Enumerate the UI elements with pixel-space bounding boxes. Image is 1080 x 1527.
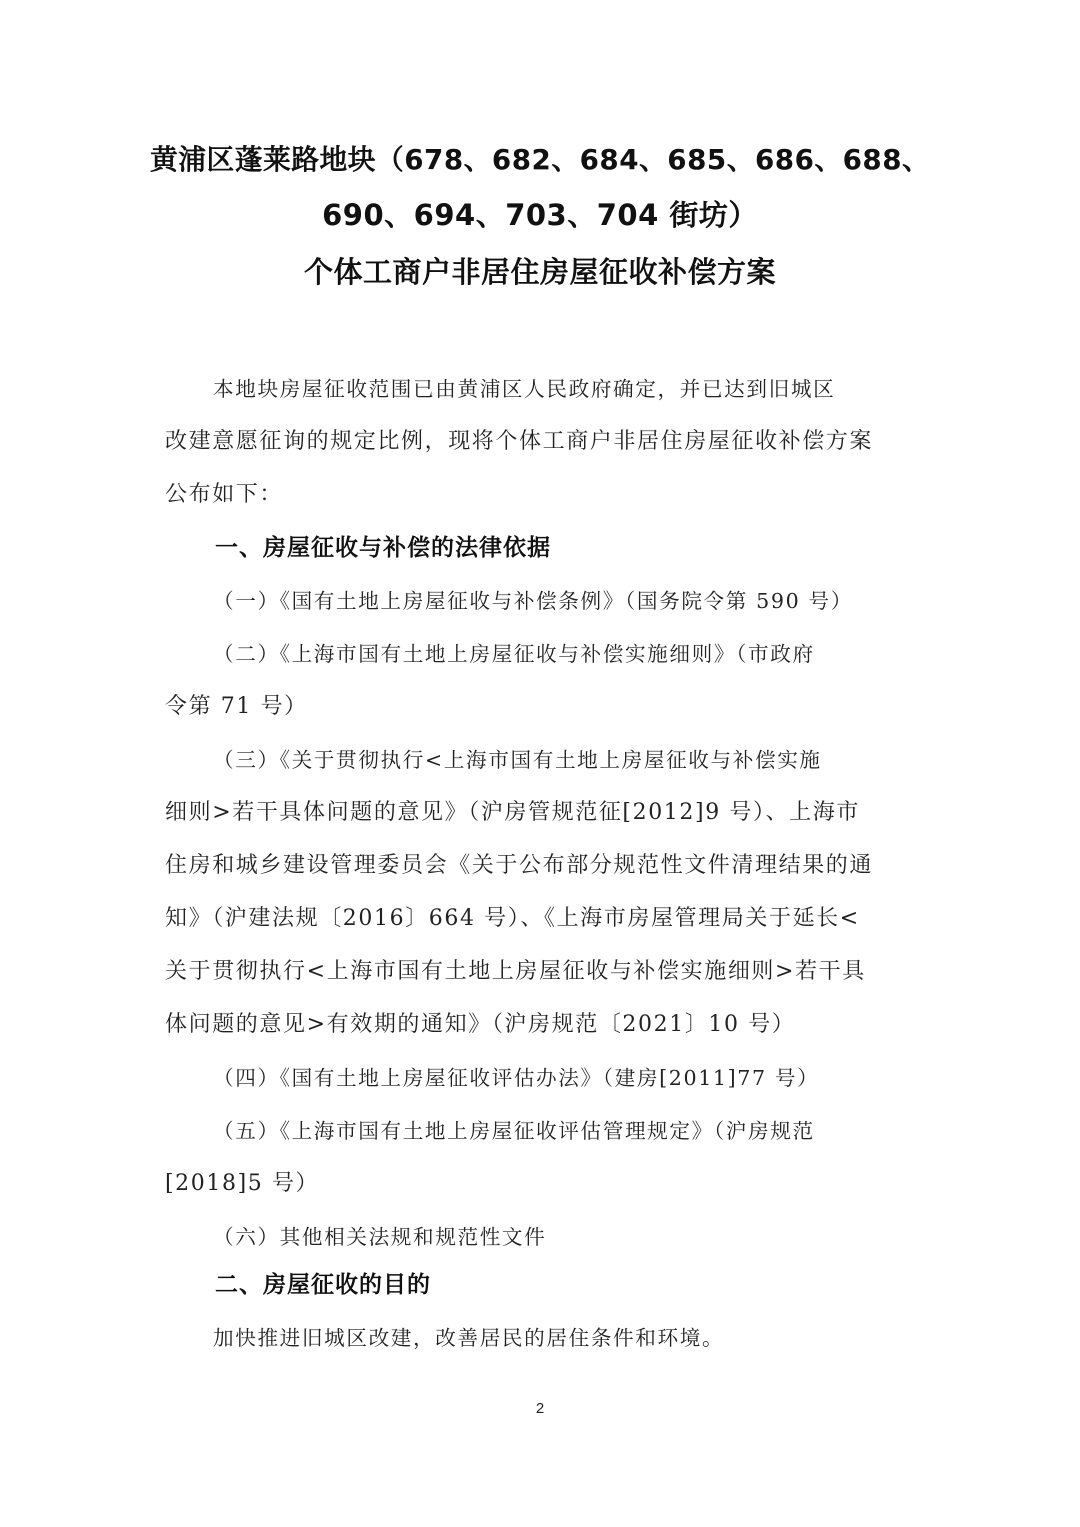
section-1-line: （二）《上海市国有土地上房屋征收与补偿实施细则》（市政府	[213, 642, 815, 666]
document-title-line-2: 690、694、703、704 街坊）	[322, 198, 758, 232]
section-1-line: （三）《关于贯彻执行<上海市国有土地上房屋征收与补偿实施	[213, 748, 822, 772]
document-title-line-1: 黄浦区蓬莱路地块（678、682、684、685、686、688、	[150, 143, 931, 176]
section-1-line: 令第 71 号）	[165, 694, 308, 719]
section-1-heading: 一、房屋征收与补偿的法律依据	[215, 535, 551, 561]
section-1-line: （一）《国有土地上房屋征收与补偿条例》（国务院令第 590 号）	[213, 589, 853, 613]
section-1-line: （五）《上海市国有土地上房屋征收评估管理规定》（沪房规范	[213, 1119, 815, 1143]
section-2-line: 加快推进旧城区改建，改善居民的居住条件和环境。	[213, 1326, 725, 1350]
section-1-line: （四）《国有土地上房屋征收评估办法》（建房[2011]77 号）	[213, 1066, 820, 1090]
section-1-line: [2018]5 号）	[165, 1171, 320, 1196]
section-1-line: 知》（沪建法规〔2016〕664 号）、《上海市房屋管理局关于延长<	[165, 906, 860, 931]
section-2-heading: 二、房屋征收的目的	[215, 1272, 431, 1298]
document-title-line-3: 个体工商户非居住房屋征收补偿方案	[303, 255, 776, 289]
intro-line-1: 本地块房屋征收范围已由黄浦区人民政府确定，并已达到旧城区	[213, 377, 836, 401]
intro-line-3: 公布如下：	[165, 482, 284, 507]
section-1-line: 细则>若干具体问题的意见》（沪房管规范征[2012]9 号）、上海市	[165, 800, 860, 825]
section-1-line: 住房和城乡建设管理委员会《关于公布部分规范性文件清理结果的通	[165, 853, 874, 878]
section-1-line: （六）其他相关法规和规范性文件	[213, 1225, 547, 1249]
section-1-line: 体问题的意见>有效期的通知》（沪房规范〔2021〕10 号）	[165, 1012, 796, 1037]
intro-line-2: 改建意愿征询的规定比例，现将个体工商户非居住房屋征收补偿方案	[165, 429, 874, 454]
section-1-line: 关于贯彻执行<上海市国有土地上房屋征收与补偿实施细则>若干具	[165, 959, 866, 984]
page-number: 2	[535, 1400, 545, 1417]
